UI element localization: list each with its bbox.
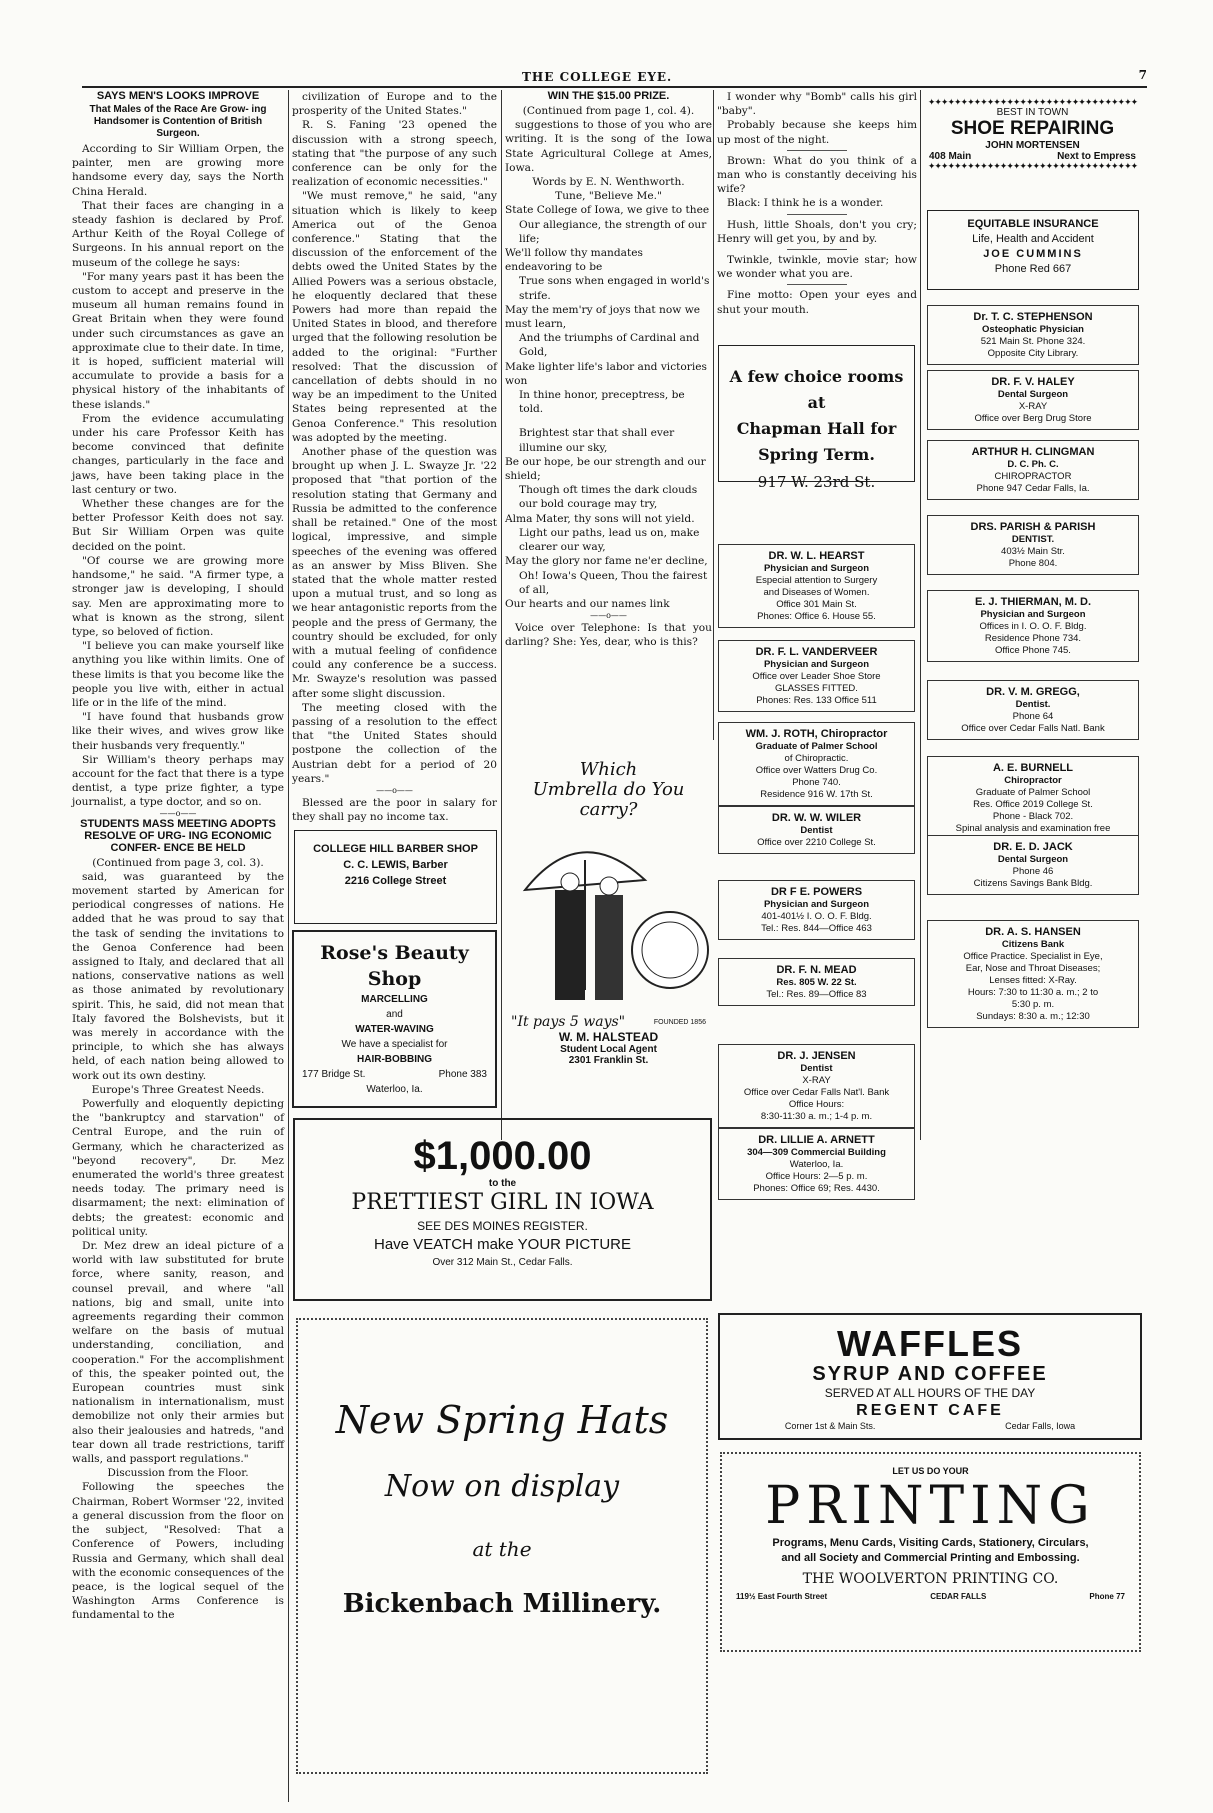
figure-head	[600, 877, 618, 895]
beauty-line: MARCELLING	[361, 994, 428, 1005]
column-2	[292, 90, 497, 860]
card-line: Physician and Surgeon	[763, 899, 870, 910]
poem-line: True sons when engaged in world's strife.	[519, 275, 710, 302]
printing-phone: Phone 77	[1089, 1592, 1125, 1601]
card-line: Phone 947 Cedar Falls, Ia.	[976, 483, 1090, 494]
umbrella-slogan: "It pays 5 ways"	[511, 1014, 626, 1030]
card-line: Office over 2210 College St.	[757, 837, 876, 848]
ad-waffles	[718, 1313, 1142, 1440]
card-line: X-RAY	[802, 1075, 831, 1086]
card-line: Office Phone 745.	[995, 645, 1071, 656]
card-name: DR. V. M. GREGG,	[986, 686, 1080, 698]
hats-line-4: Bickenbach Millinery.	[342, 1589, 662, 1619]
waffles-line: SERVED AT ALL HOURS OF THE DAY	[824, 1386, 1036, 1400]
shoe-title: SHOE REPAIRING	[950, 118, 1115, 139]
card-line: Office Hours:	[788, 1099, 845, 1110]
beauty-address: 177 Bridge St.	[302, 1069, 366, 1080]
card-line: Office over Watters Drug Co.	[755, 765, 878, 776]
printing-company: THE WOOLVERTON PRINTING CO.	[802, 1571, 1059, 1587]
poem-line: May the mem'ry of joys that now we must learn,	[505, 303, 701, 331]
card-line: Phone - Black 702.	[992, 811, 1074, 822]
song-intro: suggestions to those of you who are writing. It is the song of the Iowa State Agricultural College at Ames, Iowa.	[505, 119, 712, 174]
figure-man-2	[595, 895, 623, 1000]
divider	[787, 214, 847, 215]
divider: ——o——	[376, 785, 413, 795]
column-rule	[713, 90, 714, 740]
insurance-phone: Phone Red 667	[994, 263, 1072, 275]
hats-line-3: at the	[472, 1537, 532, 1561]
card-line: Dental Surgeon	[997, 389, 1069, 400]
waffles-city: Cedar Falls, Iowa	[1005, 1421, 1076, 1431]
joke-line: Fine motto: Open your eyes and shut your mouth.	[717, 289, 917, 316]
paragraph: Whether these changes are for the better Professor Keith does not say. But Sir William Orpen was quite decided on the point.	[72, 498, 284, 553]
shoe-best: BEST IN TOWN	[996, 107, 1069, 118]
professional-card	[927, 305, 1139, 365]
card-line: Office over Berg Drug Store	[974, 413, 1092, 424]
prize-title: PRETTIEST GIRL IN IOWA	[351, 1190, 654, 1215]
beauty-line: WATER-WAVING	[355, 1024, 434, 1035]
card-line: Residence 916 W. 17th St.	[760, 789, 873, 800]
column-4	[717, 90, 917, 316]
card-line: Sundays: 8:30 a. m.; 12:30	[976, 1011, 1090, 1022]
divider	[787, 249, 847, 250]
card-line: Phone 64	[1012, 711, 1054, 722]
beauty-line: HAIR-BOBBING	[357, 1054, 432, 1065]
card-line: Hours: 7:30 to 11:30 a. m.; 2 to	[967, 987, 1099, 998]
jokes	[717, 90, 917, 317]
professional-card	[927, 440, 1139, 500]
divider	[787, 150, 847, 151]
card-line: Tel.: Res. 89—Office 83	[766, 989, 867, 1000]
professional-card	[718, 958, 915, 1006]
page-number: 7	[1138, 68, 1147, 82]
card-line: Graduate of Palmer School	[975, 787, 1091, 798]
card-line: Physician and Surgeon	[763, 563, 870, 574]
rooms-line: A few choice rooms at	[729, 367, 904, 412]
ad-beauty-shop	[292, 930, 497, 1108]
card-line: Office Hours: 2—5 p. m.	[765, 1171, 868, 1182]
card-line: Graduate of Palmer School	[755, 741, 878, 752]
barber-owner: C. C. LEWIS, Barber	[343, 859, 448, 871]
ad-printing	[720, 1452, 1141, 1652]
professional-card	[718, 880, 915, 940]
telephone-joke: Voice over Telephone: Is that you darling? She: Yes, dear, who is this?	[505, 622, 712, 649]
professional-card	[927, 756, 1139, 840]
card-line: Offices in I. O. O. F. Bldg.	[979, 621, 1087, 632]
joke-line: Black: I think he is a wonder.	[727, 197, 884, 210]
column-rule	[288, 90, 289, 1802]
card-line: Ear, Nose and Throat Diseases;	[965, 963, 1101, 974]
card-line: 304—309 Commercial Building	[747, 1147, 886, 1158]
card-line: Phone 740.	[792, 777, 841, 788]
paragraph: "Of course we are growing more handsome," he said. "A firmer type, a stronger jaw is developing, I should say. Men are approximating more to what is known as the strong, silent type, so beloved of fiction.	[72, 554, 284, 638]
poem-line: Oh! Iowa's Queen, Thou the fairest of all,	[519, 569, 708, 596]
hats-line-2: Now on display	[384, 1469, 620, 1504]
card-line: Res. Office 2019 College St.	[973, 799, 1093, 810]
card-line: Office 301 Main St.	[776, 599, 857, 610]
ad-spring-hats	[296, 1318, 708, 1774]
paragraph: "I have found that husbands grow like their wives, and wives grow like their husbands very frequently."	[72, 711, 284, 752]
card-name: DR. J. JENSEN	[777, 1050, 856, 1062]
printing-let: LET US DO YOUR	[892, 1466, 969, 1476]
umbrella-agent-role: Student Local Agent	[560, 1044, 657, 1055]
divider: ——o——	[159, 808, 197, 818]
professional-card	[927, 920, 1139, 1028]
subheading: Discussion from the Floor.	[107, 1467, 249, 1480]
professional-card	[927, 515, 1139, 575]
card-line: Dentist	[800, 1063, 833, 1074]
waffles-name: REGENT CAFE	[856, 1402, 1004, 1419]
poem-line: In thine honor, preceptress, be told.	[519, 389, 685, 416]
divider: ——o——	[590, 611, 627, 621]
paragraph: civilization of Europe and to the prosperity of the United States."	[292, 91, 497, 118]
poem-line: We'll follow thy mandates endeavoring to be	[505, 247, 643, 274]
card-line: Office over Cedar Falls Natl. Bank	[961, 723, 1105, 734]
umbrella-illustration	[505, 820, 712, 1010]
card-line: D. C. Ph. C.	[1007, 459, 1059, 470]
shoe-next: Next to Empress	[1057, 151, 1136, 162]
poem-line: Our hearts and our names link	[505, 597, 670, 610]
professional-card	[718, 1128, 915, 1200]
prize-see: SEE DES MOINES REGISTER.	[417, 1219, 588, 1233]
poem-line: Brightest star that shall ever illumine our sky,	[519, 427, 675, 454]
poem-line: Light our paths, lead us on, make clearer our way,	[519, 526, 700, 554]
card-line: Dentist.	[1015, 699, 1051, 710]
card-line: Citizens Savings Bank Bldg.	[973, 878, 1093, 889]
poem-line: Alma Mater, thy sons will not yield.	[505, 512, 695, 525]
poem-line: Make lighter life's labor and victories won	[505, 360, 707, 387]
article-men-looks	[72, 142, 284, 810]
star-border: ✦✦✦✦✦✦✦✦✦✦✦✦✦✦✦✦✦✦✦✦✦✦✦✦✦✦✦✦✦✦✦✦	[927, 97, 1138, 107]
headline-prize: WIN THE $15.00 PRIZE.	[547, 90, 670, 102]
professional-card	[718, 1044, 915, 1128]
company-seal	[632, 912, 708, 988]
song-poem	[505, 203, 712, 611]
card-line: 401-401½ I. O. O. F. Bldg.	[761, 911, 872, 922]
card-line: Phones: Office 6. House 55.	[757, 611, 876, 622]
card-line: X-RAY	[1018, 401, 1048, 412]
card-name: DR. W. L. HEARST	[768, 550, 865, 562]
card-line: 5:30 p. m.	[1011, 999, 1055, 1010]
quip: Blessed are the poor in salary for they shall pay no income tax.	[292, 796, 497, 824]
paragraph: According to Sir William Orpen, the painter, men are growing more handsome every day, says the North China Herald.	[72, 143, 284, 198]
masthead-title: THE COLLEGE EYE.	[522, 70, 673, 84]
paragraph: said, was guaranteed by the movement started by American for periodical congresses of nations. He added that he was proud to say that the task of sending the invitations to the Genoa Conference had been assigned to Italy, and declared that all nations, conservative nations as well as those animated by revolutionary spirit. This, he said, did not mean that Italy favored the Bolshevists, but it was merely in accordance with the principle, to which she has always held, of each nation being allowed to work out its own destiny.	[72, 870, 284, 1082]
waffles-title: WAFFLES	[837, 1323, 1023, 1364]
ad-shoe-repairing	[925, 98, 1140, 193]
barber-title: COLLEGE HILL BARBER SHOP	[313, 843, 478, 855]
card-line: Physician and Surgeon	[980, 609, 1086, 620]
card-name: DR. F. V. HALEY	[991, 376, 1075, 388]
beauty-title: Rose's Beauty Shop	[320, 942, 469, 990]
paragraph: Sir William's theory perhaps may account for the fact that there is a type dentist, a type prize fighter, a type journalist, a type doctor, and so on.	[72, 753, 284, 809]
poem-line: May the glory nor fame ne'er decline,	[505, 555, 708, 568]
ad-prettiest-girl	[293, 1118, 712, 1301]
continued-note: (Continued from page 1, col. 4).	[522, 105, 695, 117]
headline-men-looks: SAYS MEN'S LOOKS IMPROVE	[96, 90, 260, 102]
card-line: 521 Main St. Phone 324.	[980, 336, 1086, 347]
card-name: WM. J. ROTH, Chiropractor	[745, 728, 888, 740]
prize-have: Have VEATCH make YOUR PICTURE	[374, 1236, 631, 1253]
card-name: DR. E. D. JACK	[993, 841, 1073, 853]
card-line: 403½ Main Str.	[1001, 546, 1065, 557]
printing-city: CEDAR FALLS	[930, 1592, 987, 1601]
rooms-line: Spring Term.	[758, 445, 875, 464]
card-line: Waterloo, Ia.	[789, 1159, 844, 1170]
poem-line: Though oft times the dark clouds our bold courage may try,	[519, 484, 698, 511]
paragraph: Powerfully and eloquently depicting the "bankruptcy and starvation" of Central Europe, and the ruin of Germany, which he characterized as "beyond recovery", Dr. Mez enumerated the world's three greatest needs today. The primary need is disarmament; the next: elimination of debts; the greatest: economic and political unity.	[72, 1098, 284, 1238]
card-line: Office over Cedar Falls Nat'l. Bank	[743, 1087, 890, 1098]
printing-title: PRINTING	[765, 1476, 1096, 1536]
card-line: Chiropractor	[1004, 775, 1062, 786]
umbrella-agent-address: 2301 Franklin St.	[568, 1055, 649, 1066]
poem-line: Be our hope, be our strength and our shield;	[505, 455, 706, 483]
joke-line: Twinkle, twinkle, movie star; how we wonder what you are.	[717, 254, 917, 281]
song-words: Words by E. N. Wenthworth.	[532, 176, 685, 189]
paragraph: R. S. Faning '23 opened the discussion with a strong speech, stating that "the purpose of any such conference can be only for the realization of economic necessities."	[292, 119, 497, 189]
subheading: Europe's Three Greatest Needs.	[91, 1083, 265, 1096]
professional-card	[927, 370, 1139, 430]
umbrella-agent-name: W. M. HALSTEAD	[558, 1030, 659, 1044]
insurance-title: EQUITABLE INSURANCE	[967, 218, 1099, 230]
insurance-line: Life, Health and Accident	[972, 233, 1094, 245]
card-line: Dentist	[800, 825, 833, 836]
beauty-line: We have a specialist for	[341, 1039, 448, 1050]
card-line: Phones: Office 69; Res. 4430.	[753, 1183, 880, 1194]
card-line: CHIROPRACTOR	[994, 471, 1072, 482]
card-line: Tel.: Res. 844—Office 463	[761, 923, 872, 934]
page-header	[82, 70, 1147, 88]
card-line: Spinal analysis and examination free	[955, 823, 1111, 834]
column-1	[72, 90, 284, 1802]
divider	[787, 284, 847, 285]
umbrella-title-1: Which	[579, 759, 638, 780]
insurance-name: JOE CUMMINS	[983, 248, 1083, 260]
card-line: Office over Leader Shoe Store	[752, 671, 881, 682]
card-line: GLASSES FITTED.	[775, 683, 858, 694]
card-name: DR F E. POWERS	[770, 886, 863, 898]
card-name: DR. W. W. WILER	[771, 812, 862, 824]
star-border: ✦✦✦✦✦✦✦✦✦✦✦✦✦✦✦✦✦✦✦✦✦✦✦✦✦✦✦✦✦✦✦✦	[927, 161, 1138, 171]
headline-mass-meeting: STUDENTS MASS MEETING ADOPTS RESOLVE OF URG- ING ECONOMIC CONFER- ENCE BE HELD	[80, 817, 276, 854]
printing-line: Programs, Menu Cards, Visiting Cards, Stationery, Circulars,	[772, 1537, 1089, 1549]
paragraph: The meeting closed with the passing of a resolution to the effect that "the United States should postpone the collection of the Austrian debt for a period of 20 years."	[292, 701, 497, 785]
paragraph: "I believe you can make yourself like anything you like within limits. One of these limits is that you become like the people you live with, either in actual life or in the life of the mind.	[72, 640, 284, 709]
paragraph: Dr. Mez drew an ideal picture of a world with law substituted for brute force, where sanity, reason, and counsel prevail, and where "all nations, big and small, unite into agreements regarding their common welfare on the basis of mutual understanding, conciliation, and cooperation." For the accomplishment of this, the speaker pointed out, the European countries must sink nationalism in internationalism, must demobilize not only their armies but also their jealousies and hatreds, "and tear down all trade restrictions, tariff walls, and passport regulations."	[72, 1240, 284, 1466]
card-line: Res. 805 W. 22 St.	[776, 977, 857, 988]
article-mass-meeting	[72, 870, 284, 1623]
hats-line-1: New Spring Hats	[335, 1398, 669, 1442]
prize-over: Over 312 Main St., Cedar Falls.	[432, 1257, 573, 1268]
card-line: of Chiropractic.	[784, 753, 849, 764]
card-line: Opposite City Library.	[987, 348, 1079, 359]
card-name: DR. A. S. HANSEN	[985, 926, 1081, 938]
card-line: Especial attention to Surgery	[755, 575, 878, 586]
ad-barber	[294, 830, 497, 924]
professional-card	[927, 835, 1139, 895]
card-name: DR. F. N. MEAD	[776, 964, 857, 976]
professional-card	[927, 680, 1139, 740]
shoe-owner: JOHN MORTENSEN	[985, 140, 1080, 151]
card-name: E. J. THIERMAN, M. D.	[974, 596, 1092, 608]
umbrella-founded: FOUNDED 1856	[653, 1018, 706, 1026]
professional-card	[718, 722, 915, 806]
ad-umbrella	[505, 760, 712, 1105]
card-line: Lenses fitted: X-Ray.	[989, 975, 1077, 986]
ad-rooms	[718, 345, 915, 491]
joke-line: I wonder why "Bomb" calls his girl "baby".	[717, 91, 917, 118]
continued-note: (Continued from page 3, col. 3).	[92, 856, 264, 869]
professional-card	[718, 640, 915, 712]
prize-to: to the	[488, 1178, 517, 1189]
card-name: DR. LILLIE A. ARNETT	[758, 1134, 875, 1146]
paragraph: Following the speeches the Chairman, Robert Wormser '22, invited a general discussion from the floor on the subject, "Resolved: That a Conference of Powers, including Russia and Germany, which shall deal with the economic consequences of the peace, is the logical sequel of the Washington Arms Conference is fundamental to the	[72, 1481, 284, 1622]
barber-address: 2216 College Street	[344, 875, 447, 887]
card-line: Phones: Res. 133 Office 511	[756, 695, 877, 706]
beauty-phone: Phone 383	[438, 1069, 487, 1080]
joke-line: Probably because she keeps him up most of the night.	[717, 119, 917, 146]
waffles-address: Corner 1st & Main Sts.	[784, 1421, 876, 1431]
song-tune: Tune, "Believe Me."	[555, 190, 662, 203]
card-line: Phone 46	[1012, 866, 1054, 877]
card-name: DRS. PARISH & PARISH	[970, 521, 1096, 533]
paragraph: Another phase of the question was brought up when J. L. Swayze Jr. '22 proposed that "that portion of the resolution stating that Germany and Russia be admitted to the conference shall be retained." One of the most logical, impressive, and simple speeches of the evening was offered as an answer by Miss Bliven. She stated that the whole matter rested upon a mutual trust, and so long as we hear antagonistic reports from the people and the press of Germany, the country should be excluded, for only with a mutual feeling of confidence could any conference be a success. Mr. Swayze's resolution was passed after some slight discussion.	[292, 446, 497, 700]
column-3	[505, 90, 712, 649]
beauty-city: Waterloo, Ia.	[366, 1084, 423, 1095]
beauty-line: and	[386, 1009, 403, 1020]
card-line: Phone 804.	[1008, 558, 1058, 569]
paragraph: From the evidence accumulating under his care Professor Keith has become convinced that definite changes, particularly in the face and jaws, have been taking place in the last century or two.	[72, 412, 284, 496]
printing-line: and all Society and Commercial Printing and Embossing.	[781, 1552, 1080, 1564]
subhead-men-looks: That Males of the Race Are Grow- ing Handsomer is Contention of British Surgeon.	[89, 104, 267, 139]
joke-line: Hush, little Shoals, don't you cry; Henry will get you, by and by.	[717, 218, 917, 245]
card-line: DENTIST.	[1011, 534, 1055, 545]
column-rule	[920, 90, 921, 1140]
card-line: Dental Surgeon	[997, 854, 1069, 865]
rooms-line: Chapman Hall for	[736, 419, 897, 438]
card-name: Dr. T. C. STEPHENSON	[973, 311, 1093, 323]
rooms-address: 917 W. 23rd St.	[757, 473, 876, 491]
shoe-address: 408 Main	[929, 151, 972, 162]
card-name: DR. F. L. VANDERVEER	[755, 646, 878, 658]
card-name: A. E. BURNELL	[992, 762, 1074, 774]
card-line: 8:30-11:30 a. m.; 1-4 p. m.	[760, 1111, 873, 1122]
professional-card	[927, 590, 1139, 662]
poem-line: And the triumphs of Cardinal and Gold,	[519, 332, 700, 359]
waffles-line: SYRUP AND COFFEE	[812, 1363, 1048, 1385]
figure-head	[561, 873, 579, 891]
umbrella-title-2: Umbrella do You carry?	[532, 779, 685, 820]
professional-card	[718, 544, 915, 628]
prize-amount: $1,000.00	[413, 1134, 592, 1178]
card-line: Office Practice. Specialist in Eye,	[963, 951, 1103, 962]
poem-line: Our allegiance, the strength of our life;	[519, 218, 707, 245]
paragraph: That their faces are changing in a steady fashion is declared by Prof. Arthur Keith of the Royal College of Surgeons. In his annual report on the museum of the college he says:	[72, 199, 284, 269]
poem-line: State College of Iowa, we give to thee	[505, 204, 710, 217]
ad-insurance	[927, 210, 1139, 290]
poem-line	[505, 416, 712, 426]
figure-man-1	[555, 890, 585, 1000]
paragraph: "For many years past it has been the custom to accept and preserve in the museum all human remains found in Great Britain when they were found under such circumstances as gave an approximate clue to their date. In time, it is hoped, sufficient material will accumulate to provide a basis for a physical history of the inhabitants of these islands."	[72, 270, 284, 411]
column-rule	[501, 90, 502, 1140]
printing-address: 119½ East Fourth Street	[736, 1592, 828, 1601]
joke-line: Brown: What do you think of a man who is constantly deceiving his wife?	[717, 154, 917, 196]
card-line: Residence Phone 734.	[984, 633, 1082, 644]
professional-card	[718, 806, 915, 854]
article-continued	[292, 90, 497, 786]
card-line: Osteophatic Physician	[982, 324, 1084, 335]
paragraph: "We must remove," he said, "any situation which is likely to keep America out of the Genoa conference." Stating that the discussion of the enforcement of the debts owed the United States by the Allied Powers was a serious obstacle, he eloquently declared that these Powers had more than repaid the United States in blood, and therefore urged that the following resolution be added to the original: "Further resolved: That the discussion of cancellation of debts should in no way be an impediment to the United States being represented at the Genoa Conference." This resolution was adopted by the meeting.	[292, 190, 497, 444]
card-line: and Diseases of Women.	[763, 587, 870, 598]
card-line: Physician and Surgeon	[763, 659, 870, 670]
card-name: ARTHUR H. CLINGMAN	[971, 446, 1095, 458]
card-line: Citizens Bank	[1001, 939, 1065, 950]
